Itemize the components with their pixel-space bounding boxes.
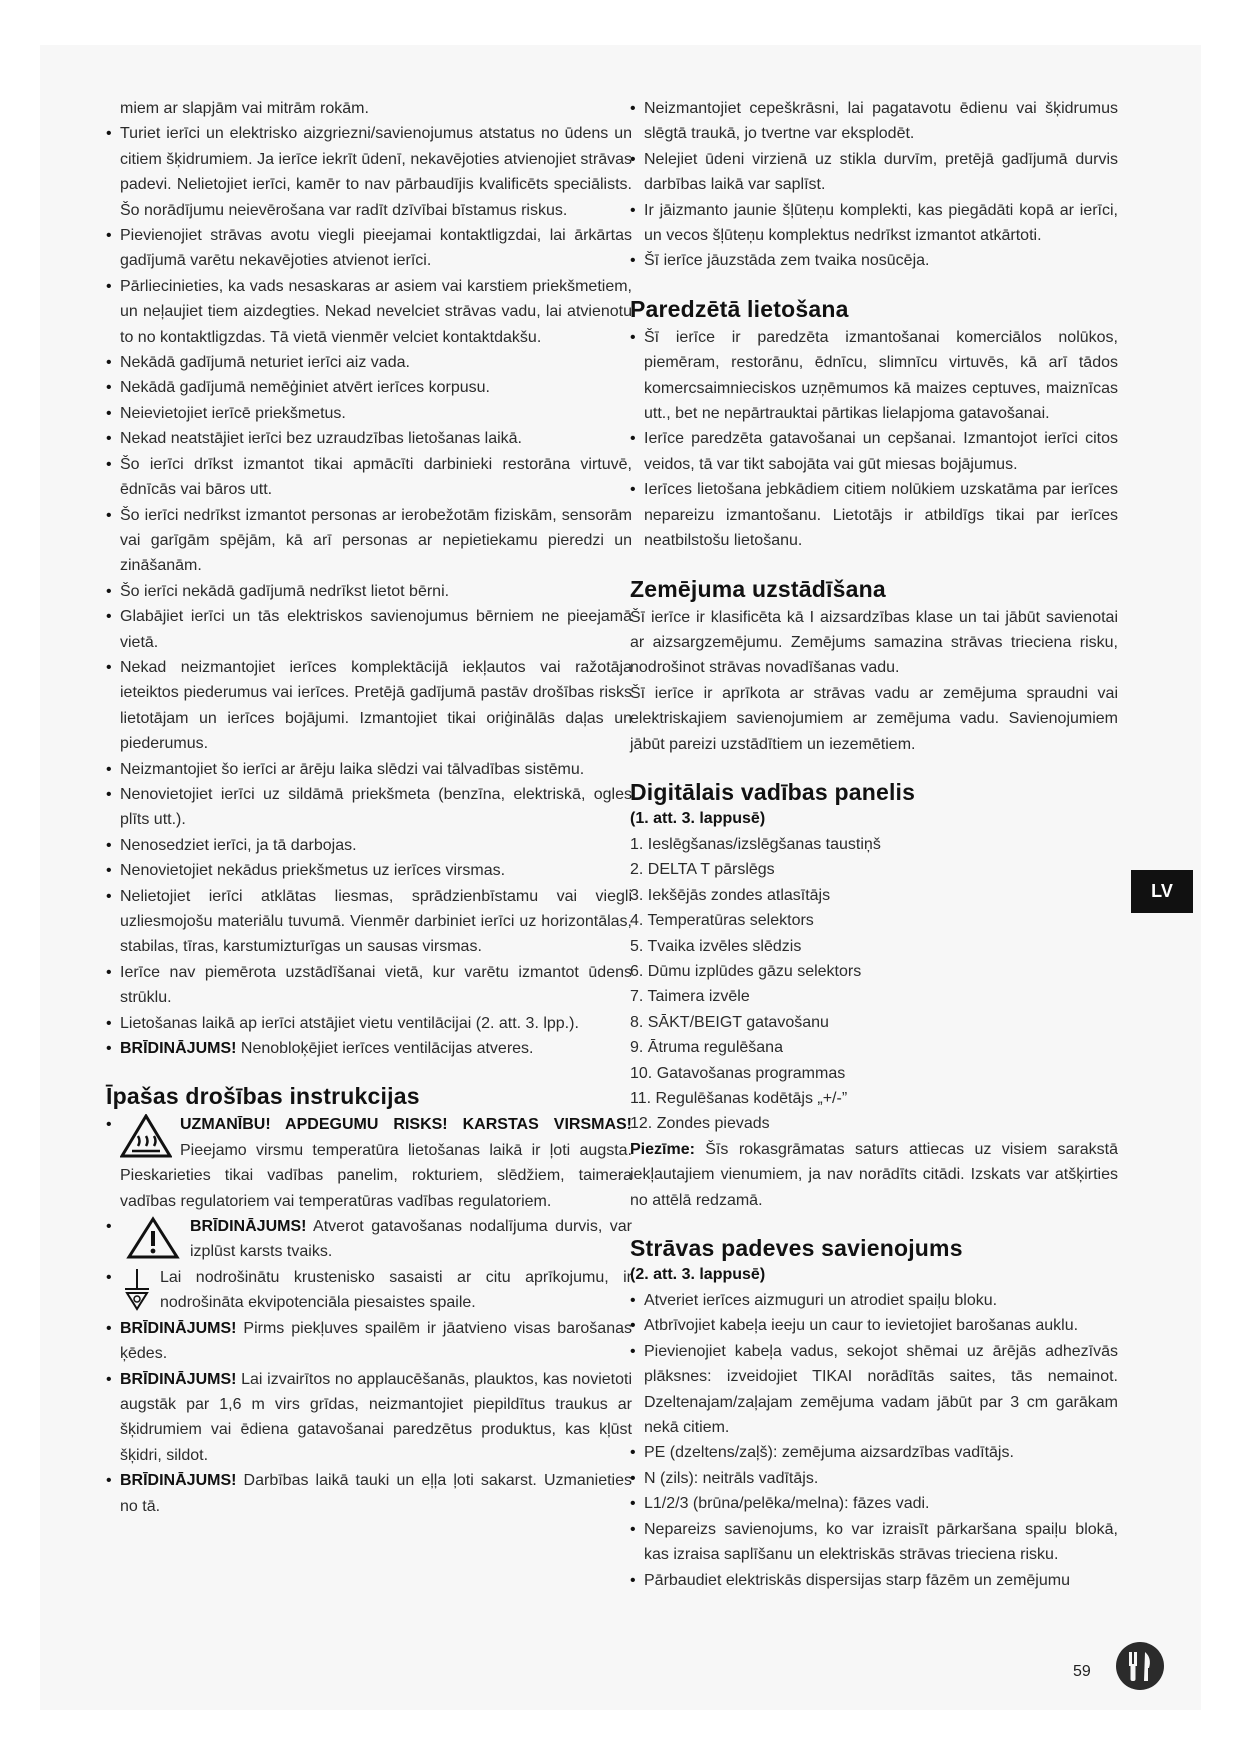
- special-safety-section: [106, 1081, 632, 1519]
- scald-warning-text: Lai izvairītos no applaucēšanās, plauktos, kas novietoti augstāk par 1,6 m virs grīdas, neizmantojiet piepildītus traukus ar šķidrumiem vai ēdiena gatavošanai paredzētus produktus, kas kļūst šķidri, sildot.: [120, 1370, 632, 1464]
- power-list-item: • N (zils): neitrāls vadītājs.: [630, 1466, 1118, 1491]
- equipotential-icon: [122, 1267, 152, 1313]
- safety-list-item: • Neievietojiet ierīcē priekšmetus.: [106, 401, 632, 426]
- control-panel-item: 5. Tvaika izvēles slēdzis: [630, 937, 802, 955]
- hot-surface-warning: [106, 1112, 632, 1214]
- control-panel-subheading: (1. att. 3. lappusē): [630, 809, 766, 827]
- power-list-item: • L1/2/3 (brūna/pelēka/melna): fāzes vadi.: [630, 1491, 1118, 1516]
- note-label: Piezīme:: [630, 1140, 695, 1158]
- safety-list-item: • Glabājiet ierīci un tās elektriskos savienojumus bērniem ne pieejamā vietā.: [106, 604, 632, 655]
- note-text: Šīs rokasgrāmatas saturs attiecas uz visiem sarakstā iekļautajiem vienumiem, ja nav norādīts citādi. Izskats var atšķirties no attēlā redzamā.: [630, 1140, 1118, 1209]
- safety-list-item: • Šī ierīce jāuzstāda zem tvaika nosūcēja.: [630, 248, 1118, 273]
- control-panel-item: 11. Regulēšanas kodētājs „+/-”: [630, 1090, 848, 1107]
- power-list-item: • PE (dzeltens/zaļš): zemējuma aizsardzības vadītājs.: [630, 1440, 1118, 1465]
- power-list-item: • Atbrīvojiet kabeļa ieeju un caur to ievietojiet barošanas auklu.: [630, 1313, 1118, 1338]
- oil-warning-text: Darbības laikā tauki un eļļa ļoti sakarst. Uzmanieties no tā.: [120, 1472, 632, 1515]
- safety-list-item: • Nelejiet ūdeni virzienā uz stikla durvīm, pretējā gadījumā durvis darbības laikā var saplīst.: [630, 147, 1118, 198]
- safety-list-item: • Šo ierīci nedrīkst izmantot personas ar ierobežotām fiziskām, sensorām vai garīgām spējām, kā arī personas ar nepietiekamu pieredzi un zināšanām.: [106, 503, 632, 579]
- circuit-warning-label: BRĪDINĀJUMS!: [120, 1319, 237, 1337]
- intended-use-item: • Ierīces lietošana jebkādiem citiem nolūkiem uzskatāma par ierīces nepareizu izmantošanu. Lietotājs ir atbildīgs tikai par ierīces neatbilstošu lietošanu.: [630, 477, 1118, 553]
- safety-list-item: • Ierīce nav piemērota uzstādīšanai vietā, kur varētu izmantot ūdens strūklu.: [106, 960, 632, 1011]
- equipotential-text: Lai nodrošinātu krustenisko sasaisti ar citu aprīkojumu, ir nodrošināta ekvipotenciāla piesaistes spaile.: [160, 1268, 632, 1312]
- control-panel-item: 6. Dūmu izplūdes gāzu selektors: [630, 962, 862, 980]
- safety-list-item: • Pievienojiet strāvas avotu viegli pieejamai kontaktligzdai, lai ārkārtas gadījumā varētu nekavējoties atvienot ierīci.: [106, 223, 632, 274]
- circuit-warning: [106, 1316, 632, 1367]
- hot-surface-label: UZMANĪBU! APDEGUMU RISKS! KARSTAS VIRSMAS!: [180, 1116, 632, 1134]
- control-panel-item: 8. SĀKT/BEIGT gatavošanu: [630, 1013, 829, 1031]
- control-panel-list: [630, 832, 1118, 1137]
- control-panel-item: 12. Zondes pievads: [630, 1115, 770, 1133]
- scald-warning: [106, 1367, 632, 1469]
- safety-list-item: • Nenovietojiet ierīci uz sildāmā priekšmeta (benzīna, elektriskā, ogles plīts utt.).: [106, 782, 632, 833]
- safety-list-item: • Pārliecinieties, ka vads nesaskaras ar asiem vai karstiem priekšmetiem, un neļaujiet tiem aizdegties. Nekad nevelciet strāvas vadu, lai atvienotu to no kontaktligzdas. Tā vietā vienmēr velciet kontaktdakšu.: [106, 274, 632, 350]
- safety-list-item: • Lietošanas laikā ap ierīci atstājiet vietu ventilācijai (2. att. 3. lpp.).: [106, 1011, 632, 1036]
- vent-warning-label: BRĪDINĀJUMS!: [120, 1040, 237, 1058]
- warning-triangle-icon: [126, 1216, 180, 1260]
- safety-list: [106, 121, 632, 1036]
- special-safety-heading: Īpašas drošības instrukcijas: [106, 1083, 420, 1110]
- safety-list-item: • Šo ierīci drīkst izmantot tikai apmācīti darbinieki restorāna virtuvē, ēdnīcās vai bāros utt.: [106, 452, 632, 503]
- power-list-item: • Pievienojiet kabeļa vadus, sekojot shēmai uz ārējās adhezīvās plāksnes: izveidojiet TIKAI norādītās saites, tās nemainot. Dzeltenajam/zaļajam zemējuma vadam jābūt par 3 cm garākam nekā citiem.: [630, 1339, 1118, 1441]
- safety-list-item: • Nenovietojiet nekādus priekšmetus uz ierīces virsmas.: [106, 858, 632, 883]
- intended-use-section: [630, 294, 1118, 554]
- safety-list-item: • Nekad neatstājiet ierīci bez uzraudzības lietošanas laikā.: [106, 426, 632, 451]
- safety-list-item: • Neizmantojiet cepeškrāsni, lai pagatavotu ēdienu vai šķidrumus slēgtā traukā, jo tvertne var eksplodēt.: [630, 96, 1118, 147]
- control-panel-item: 2. DELTA T pārslēgs: [630, 861, 775, 879]
- intro-continuation: miem ar slapjām vai mitrām rokām.: [120, 100, 369, 117]
- page-number: 59: [1073, 1663, 1091, 1680]
- safety-list-item: • Nelietojiet ierīci atklātas liesmas, sprādzienbīstamu vai viegli uzliesmojošu materiālu tuvumā. Vienmēr darbiniet ierīci uz horizontālas, stabilas, tīras, karstumizturīgas un sausas virsmas.: [106, 884, 632, 960]
- door-steam-warning: [106, 1214, 632, 1265]
- hot-surface-text: Pieejamo virsmu temperatūra lietošanas laikā ir ļoti augsta. Pieskarieties tikai vadības panelim, rokturiem, slēdžiem, taimera vadības regulatoriem vai temperatūras vadības regulatoriem.: [120, 1141, 632, 1210]
- power-list-item: • Pārbaudiet elektriskās dispersijas starp fāzēm un zemējumu: [630, 1568, 1118, 1593]
- power-list-item: • Nepareizs savienojums, ko var izraisīt pārkaršana spaiļu blokā, kas izraisa saplīšanu un elektriskās strāvas trieciena risku.: [630, 1517, 1118, 1568]
- safety-list-item: • Šo ierīci nekādā gadījumā nedrīkst lietot bērni.: [106, 579, 632, 604]
- intended-use-heading: Paredzētā lietošana: [630, 295, 849, 322]
- power-heading: Strāvas padeves savienojums: [630, 1235, 963, 1262]
- safety-list-item: • Turiet ierīci un elektrisko aizgriezni/savienojumus atstatus no ūdens un citiem šķidrumiem. Ja ierīce iekrīt ūdenī, nekavējoties atvienojiet strāvas padevi. Nelietojiet ierīci, kamēr to nav pārbaudījis kvalificēts speciālists. Šo norādījumu neievērošana var radīt dzīvībai bīstamus riskus.: [106, 121, 632, 223]
- grounding-paragraph-1: Šī ierīce ir klasificēta kā I aizsardzības klase un tai jābūt savienotai ar aizsargzemējumu. Zemējums samazina strāvas trieciena risku, nodrošinot strāvas novadīšanas vadu.: [630, 608, 1118, 677]
- safety-list-item: • Nenosedziet ierīci, ja tā darbojas.: [106, 833, 632, 858]
- door-steam-text: Atverot gatavošanas nodalījuma durvis, var izplūst karsts tvaiks.: [190, 1218, 632, 1261]
- safety-list-item: • Neizmantojiet šo ierīci ar ārēju laika slēdzi vai tālvadības sistēmu.: [106, 757, 632, 782]
- cutlery-logo-icon: [1115, 1641, 1165, 1691]
- scald-warning-label: BRĪDINĀJUMS!: [120, 1370, 237, 1388]
- right-top-list: [630, 96, 1118, 274]
- control-panel-item: 10. Gatavošanas programmas: [630, 1064, 846, 1082]
- control-panel-heading: Digitālais vadības panelis: [630, 778, 916, 805]
- power-list: [630, 1288, 1118, 1593]
- power-list-item: • Atveriet ierīces aizmuguri un atrodiet spaiļu bloku.: [630, 1288, 1118, 1313]
- power-subheading: (2. att. 3. lappusē): [630, 1266, 766, 1284]
- grounding-paragraph-2: Šī ierīce ir aprīkota ar strāvas vadu ar zemējuma spraudni vai elektriskajiem savienojumiem ar zemējuma vadu. Savienojumiem jābūt pareizi uzstādītiem un iezemētiem.: [630, 684, 1118, 753]
- intended-use-list: [630, 325, 1118, 554]
- safety-list-item: • Nekad neizmantojiet ierīces komplektācijā iekļautos vai ražotāja ieteiktos piederumus vai ierīces. Pretējā gadījumā pastāv drošības risks lietotājam un ierīces bojājumi. Izmantojiet tikai oriģinālās daļas un piederumus.: [106, 655, 632, 757]
- hot-surface-warning-icon: [120, 1114, 172, 1158]
- control-panel-item: 7. Taimera izvēle: [630, 988, 750, 1006]
- control-panel-item: 3. Iekšējās zondes atlasītājs: [630, 886, 831, 904]
- equipotential-note: [106, 1265, 632, 1316]
- grounding-section: [630, 574, 1118, 757]
- door-steam-label: BRĪDINĀJUMS!: [190, 1218, 307, 1236]
- right-column: [630, 96, 1118, 1593]
- language-tab[interactable]: LV: [1131, 870, 1193, 913]
- grounding-heading: Zemējuma uzstādīšana: [630, 575, 886, 602]
- vent-warning: [106, 1036, 632, 1061]
- safety-list-item: • Ir jāizmanto jaunie šļūteņu komplekti, kas piegādāti kopā ar ierīci, un vecos šļūteņu komplektus nedrīkst izmantot atkārtoti.: [630, 198, 1118, 249]
- note: [630, 1137, 1118, 1213]
- safety-list-item: • Nekādā gadījumā nemēģiniet atvērt ierīces korpusu.: [106, 375, 632, 400]
- intended-use-item: • Ierīce paredzēta gatavošanai un cepšanai. Izmantojot ierīci citos veidos, tā var tikt sabojāta vai gūt miesas bojājumus.: [630, 426, 1118, 477]
- control-panel-section: [630, 777, 1118, 1213]
- vent-warning-text: Nenobloķējiet ierīces ventilācijas atveres.: [236, 1040, 534, 1058]
- control-panel-item: 1. Ieslēgšanas/izslēgšanas taustiņš: [630, 835, 881, 853]
- oil-warning: [106, 1468, 632, 1519]
- oil-warning-label: BRĪDINĀJUMS!: [120, 1472, 237, 1490]
- control-panel-item: 9. Ātruma regulēšana: [630, 1039, 783, 1057]
- safety-list-item: • Nekādā gadījumā neturiet ierīci aiz vada.: [106, 350, 632, 375]
- intended-use-item: • Šī ierīce ir paredzēta izmantošanai komerciālos nolūkos, piemēram, restorānu, ēdnīcu, slimnīcu virtuvēs, kā arī tādos komercsaimnieciskos uzņēmumos kā maizes ceptuves, maiznīcas utt., bet ne nepārtrauktai pārtikas lielapjoma gatavošanai.: [630, 325, 1118, 427]
- left-column: [106, 96, 632, 1519]
- control-panel-item: 4. Temperatūras selektors: [630, 912, 814, 930]
- power-section: [630, 1233, 1118, 1593]
- circuit-warning-text: Pirms piekļuves spailēm ir jāatvieno visas barošanas ķēdes.: [120, 1319, 632, 1363]
